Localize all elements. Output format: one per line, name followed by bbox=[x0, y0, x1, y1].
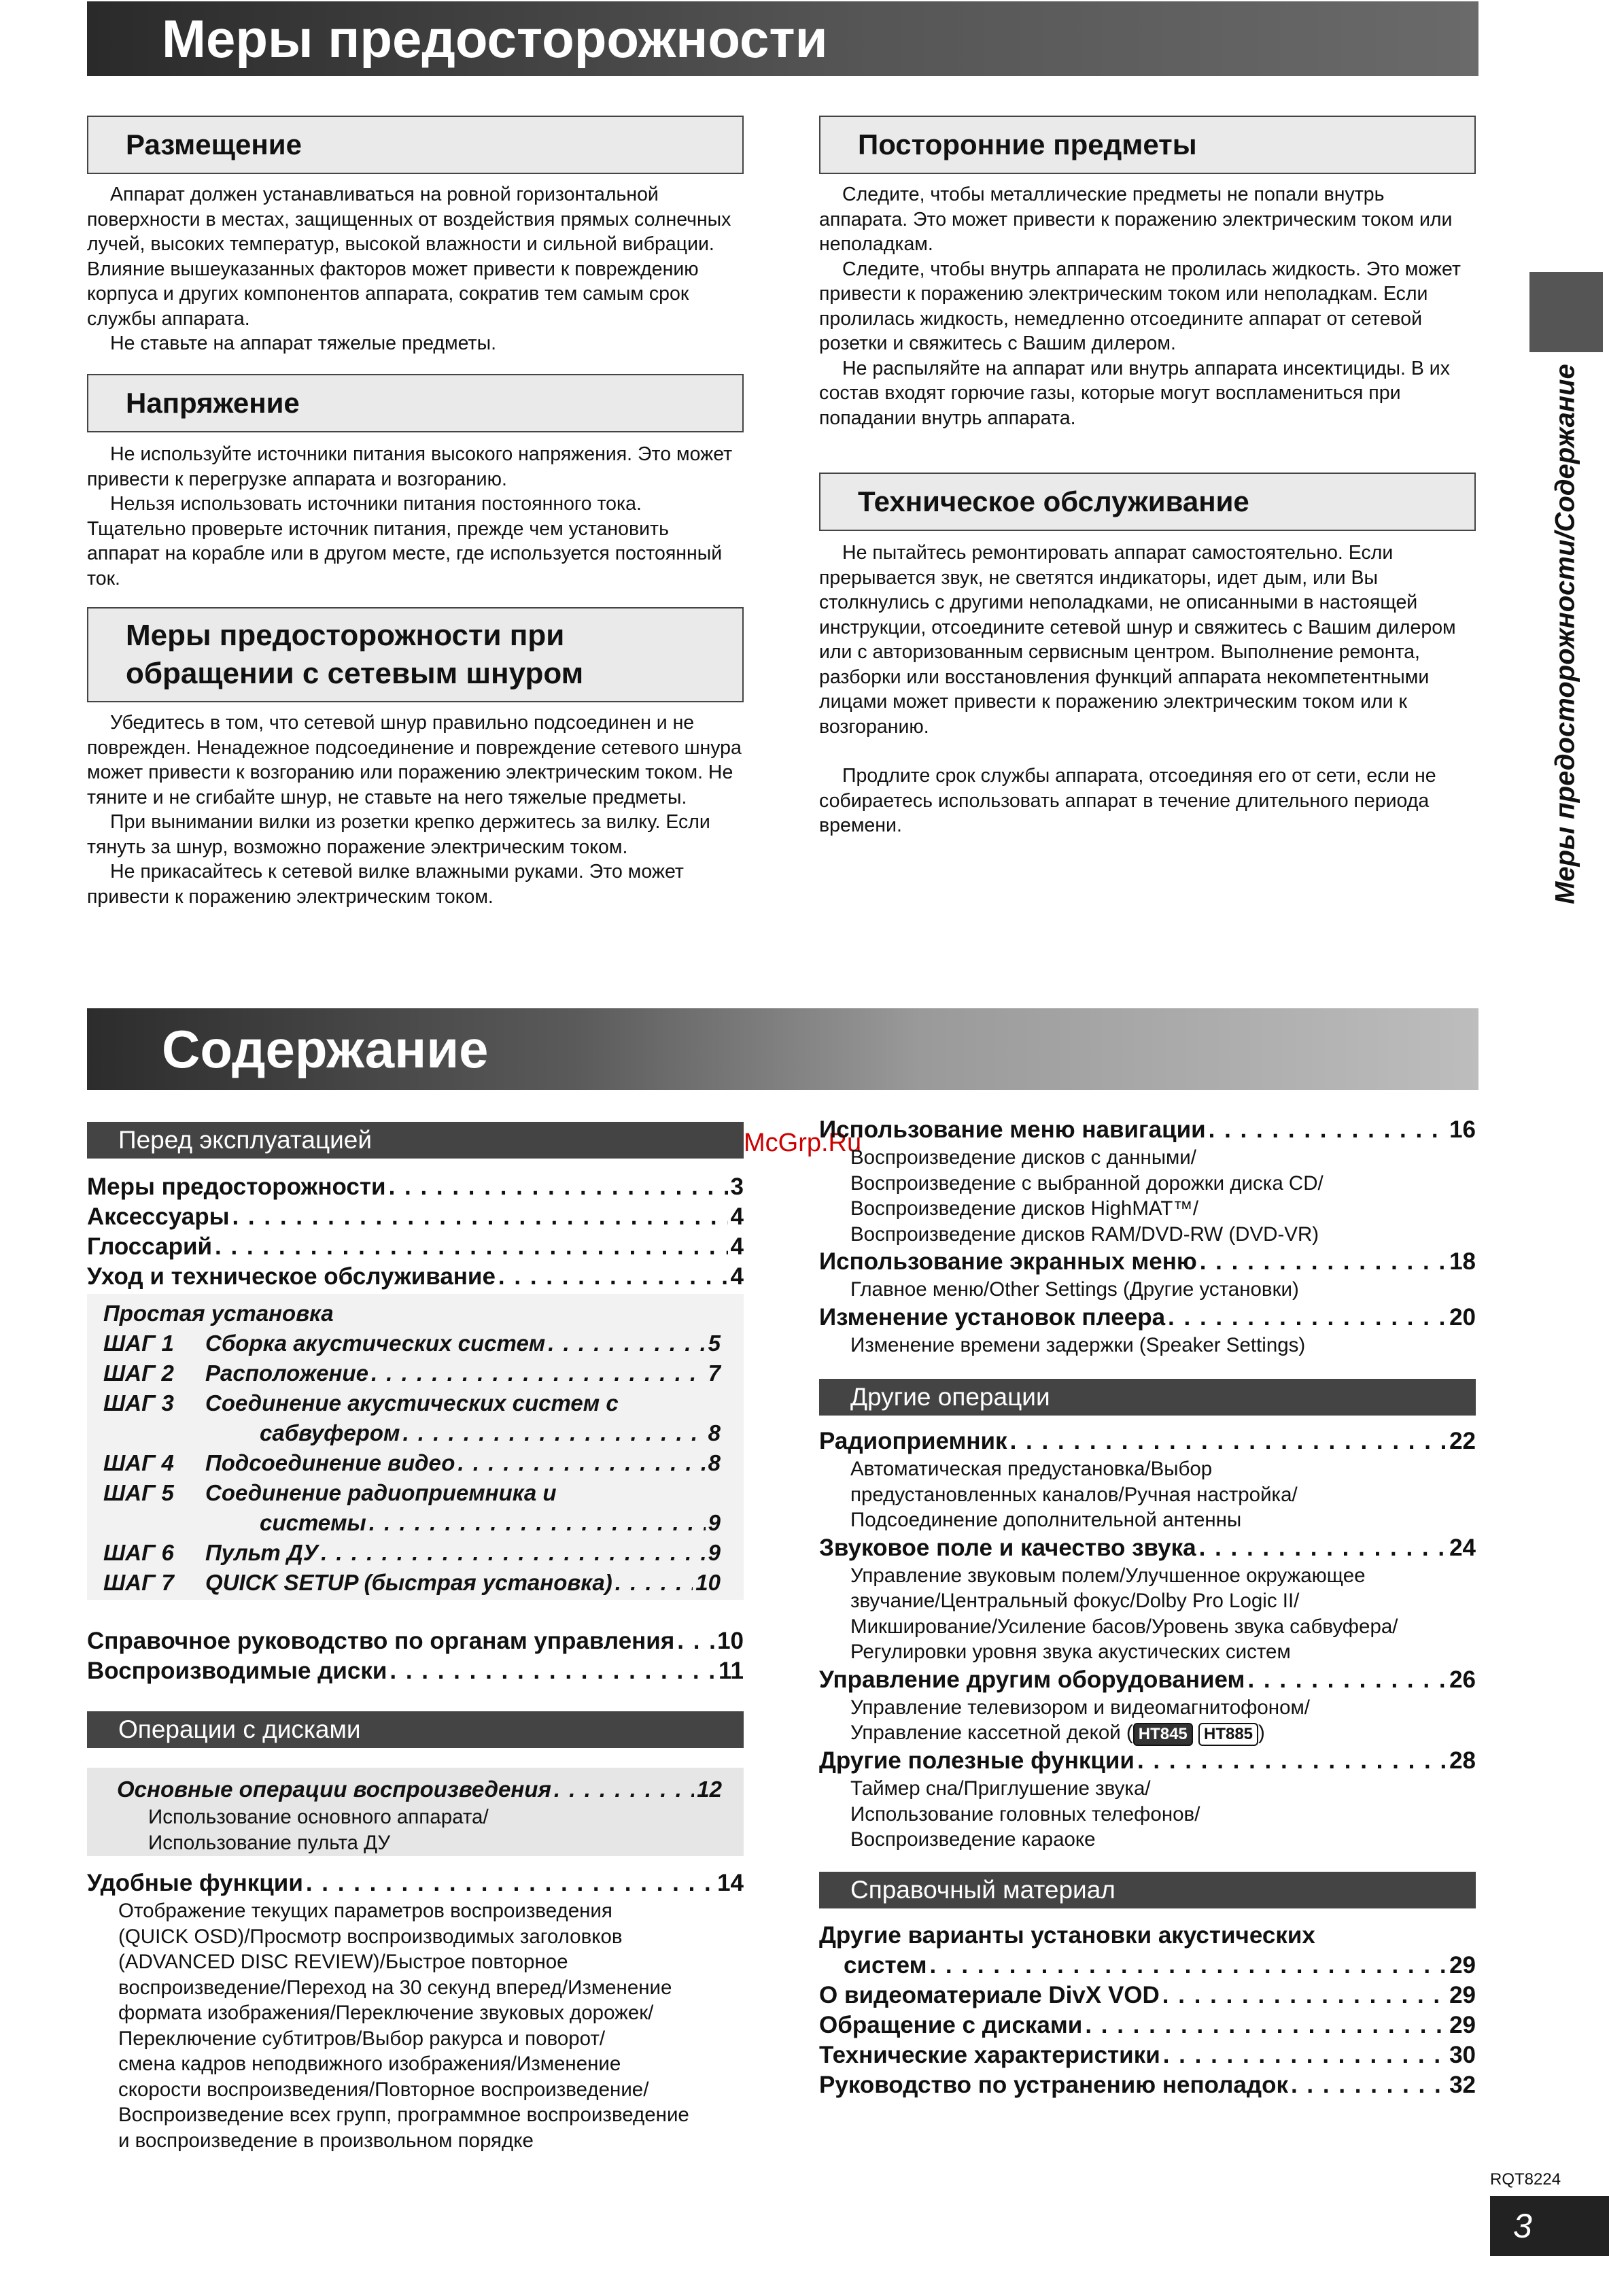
toc-subitem: Воспроизведение дисков с данными/ bbox=[850, 1146, 1196, 1169]
foreign-p1: Следите, чтобы металлические предметы не попали внутрь аппарата. Это может привести к поражению электрическим током или неполадкам. bbox=[819, 184, 1453, 255]
toc-subitem: Воспроизведение караоке bbox=[850, 1828, 1096, 1851]
toc-item-title: Технические характеристики bbox=[819, 2042, 1160, 2068]
page-title: Меры предосторожности bbox=[87, 1, 1478, 76]
toc-subitem: Изменение времени задержки (Speaker Settings) bbox=[850, 1333, 1306, 1356]
toc-item-page: 20 bbox=[1449, 1303, 1476, 1331]
toc-item[interactable] bbox=[819, 1981, 1476, 2010]
cord-heading-line1: Меры предосторожности при bbox=[126, 619, 565, 652]
toc-right-2 bbox=[819, 1426, 1476, 1853]
toc-before-2 bbox=[87, 1626, 744, 1686]
service-text bbox=[819, 541, 1476, 838]
toc-item[interactable] bbox=[819, 2070, 1476, 2100]
toc-right-1 bbox=[819, 1115, 1476, 1358]
placement-p1: Аппарат должен устанавливаться на ровной горизонтальной поверхности в местах, защищенных от воздействия прямых солнечных лучей, высоких температур, высокой влажности и сильной вибрации. Влияние вышеуказанных факторов может привести к повреждению корпуса и других компонентов аппарата, сократив тем самым срок службы аппарата. bbox=[87, 184, 731, 330]
service-p2: Продлите срок службы аппарата, отсоединяя его от сети, если не собираетесь использовать аппарат в течение длительного периода времени. bbox=[819, 765, 1436, 836]
toc-item[interactable] bbox=[819, 1665, 1476, 1695]
reference-heading: Справочный материал bbox=[819, 1872, 1476, 1908]
toc-item-page: 16 bbox=[1449, 1116, 1476, 1143]
toc-item-page: 18 bbox=[1449, 1248, 1476, 1275]
toc-item-page: 26 bbox=[1449, 1666, 1476, 1693]
watermark: McGrp.Ru bbox=[744, 1129, 862, 1157]
toc-item[interactable] bbox=[87, 1262, 744, 1292]
cord-heading-line2: обращении с сетевым шнуром bbox=[126, 657, 584, 690]
contents-title: Содержание bbox=[87, 1008, 1478, 1090]
step-label: ШАГ 7 bbox=[103, 1570, 174, 1595]
step-page: 9 bbox=[708, 1510, 721, 1535]
page-number: 3 bbox=[1513, 2207, 1532, 2245]
toc-item-title: Другие варианты установки акустических bbox=[819, 1922, 1315, 1949]
step-label: ШАГ 5 bbox=[103, 1480, 174, 1505]
toc-item-page: 4 bbox=[730, 1233, 744, 1260]
toc-subitem: Автоматическая предустановка/Выбор bbox=[850, 1458, 1213, 1480]
toc-item-title: Воспроизводимые диски bbox=[87, 1658, 387, 1684]
toc-subitem: Микширование/Усиление басов/Уровень звука сабвуфера/ bbox=[850, 1615, 1398, 1638]
toc-item-page: 12 bbox=[697, 1777, 722, 1802]
step-label: ШАГ 6 bbox=[103, 1540, 174, 1565]
service-heading bbox=[819, 473, 1476, 531]
toc-item-page: 4 bbox=[730, 1263, 744, 1290]
step-title: Соединение акустических систем с bbox=[205, 1390, 619, 1416]
cord-p1: Убедитесь в том, что сетевой шнур правильно подсоединен и не поврежден. Ненадежное подсоединение и повреждение сетевого шнура может привести к возгоранию или поражению электрическим током. Не тяните и не сгибайте шнур, не ставьте на него тяжелые предметы. bbox=[87, 712, 742, 808]
toc-subitem: Подсоединение дополнительной антенны bbox=[850, 1509, 1242, 1531]
step-label: ШАГ 1 bbox=[103, 1331, 174, 1356]
toc-subitem bbox=[819, 1720, 1476, 1746]
toc-subitem: Использование головных телефонов/ bbox=[850, 1802, 1200, 1826]
step-page: 8 bbox=[708, 1420, 721, 1445]
toc-subitem: Воспроизведение всех групп, программное воспроизведение bbox=[118, 2104, 689, 2126]
document-code: RQT8224 bbox=[1490, 2170, 1561, 2189]
cord-p2: При вынимании вилки из розетки крепко держитесь за вилку. Если тянуть за шнур, возможно поражение электрическим током. bbox=[87, 811, 710, 858]
toc-item-line1[interactable] bbox=[819, 1921, 1476, 1951]
toc-subitem: Воспроизведение с выбранной дорожки диска CD/ bbox=[850, 1171, 1323, 1195]
toc-subitem: Воспроизведение дисков HighMAT™/ bbox=[850, 1197, 1199, 1220]
toc-item-title: Звуковое поле и качество звука bbox=[819, 1534, 1196, 1561]
placement-heading-text: Размещение bbox=[126, 128, 302, 160]
step-title: Пульт ДУ bbox=[205, 1540, 319, 1565]
toc-item[interactable] bbox=[87, 1172, 744, 1202]
toc-item-page: 32 bbox=[1449, 2072, 1476, 2098]
placement-heading bbox=[87, 116, 744, 174]
toc-item[interactable] bbox=[87, 1202, 744, 1232]
toc-item-line2[interactable] bbox=[819, 1951, 1476, 1981]
toc-subitem: Управление телевизором и видеомагнитофоном/ bbox=[850, 1696, 1310, 1719]
toc-item[interactable] bbox=[819, 1746, 1476, 1776]
placement-text bbox=[87, 182, 744, 356]
toc-item-title: Аксессуары bbox=[87, 1203, 230, 1230]
voltage-p2: Нельзя использовать источники питания постоянного тока. Тщательно проверьте источник питания, прежде чем установить аппарат на корабле или в другом месте, где используется постоянный ток. bbox=[87, 493, 723, 589]
toc-subitem: воспроизведение/Переход на 30 секунд вперед/Изменение bbox=[118, 1976, 672, 1999]
toc-item-page: 14 bbox=[717, 1870, 744, 1896]
toc-item-title: Обращение с дисками bbox=[819, 2012, 1083, 2038]
step-item[interactable] bbox=[103, 1329, 721, 1358]
toc-subitem: и воспроизведение в произвольном порядке bbox=[118, 2129, 534, 2152]
toc-subitem-text: Управление кассетной декой ( bbox=[850, 1721, 1133, 1744]
voltage-heading-text: Напряжение bbox=[126, 387, 300, 419]
step-title: системы bbox=[260, 1510, 366, 1535]
foreign-text bbox=[819, 182, 1476, 430]
toc-subitem: Отображение текущих параметров воспроизведения bbox=[118, 1900, 612, 1922]
toc-subitem: Использование пульта ДУ bbox=[148, 1831, 391, 1854]
simple-setup-title: Простая установка bbox=[103, 1301, 334, 1326]
toc-subitem: Регулировки уровня звука акустических систем bbox=[850, 1641, 1291, 1663]
toc-subitem: Таймер сна/Приглушение звука/ bbox=[850, 1777, 1151, 1800]
toc-item[interactable] bbox=[819, 2040, 1476, 2070]
step-item[interactable] bbox=[103, 1358, 721, 1388]
toc-item-title: Удобные функции bbox=[87, 1870, 303, 1896]
toc-item-title: систем bbox=[844, 1952, 927, 1978]
toc-item-page: 29 bbox=[1449, 2012, 1476, 2038]
step-item-line1[interactable] bbox=[103, 1478, 721, 1508]
step-item[interactable] bbox=[103, 1568, 721, 1598]
toc-item[interactable] bbox=[117, 1775, 722, 1804]
page-number-box bbox=[1490, 2196, 1609, 2256]
cord-text bbox=[87, 710, 744, 909]
toc-item-title: Уход и техническое обслуживание bbox=[87, 1263, 496, 1290]
step-item-line2[interactable] bbox=[103, 1418, 721, 1448]
foreign-p2: Следите, чтобы внутрь аппарата не пролилась жидкость. Это может привести к поражению электрическим током или неполадкам. Если пролилась жидкость, немедленно отсоедините аппарат от сетевой розетки и свяжитесь с Вашим дилером. bbox=[819, 258, 1461, 354]
step-label: ШАГ 3 bbox=[103, 1390, 174, 1416]
toc-item-title: Руководство по устранению неполадок bbox=[819, 2072, 1288, 2098]
step-title: сабвуфером bbox=[260, 1420, 400, 1445]
step-item[interactable] bbox=[103, 1538, 721, 1568]
toc-subitem: звучание/Центральный фокус/Dolby Pro Logic II/ bbox=[850, 1590, 1300, 1612]
step-page: 10 bbox=[695, 1570, 721, 1595]
toc-item[interactable] bbox=[87, 1868, 744, 1898]
toc-item-title: Другие полезные функции bbox=[819, 1747, 1135, 1774]
basic-ops bbox=[117, 1775, 722, 1855]
toc-subitem: Воспроизведение дисков RAM/DVD-RW (DVD-VR) bbox=[850, 1222, 1319, 1246]
toc-item[interactable] bbox=[819, 2010, 1476, 2040]
step-title: Соединение радиоприемника и bbox=[205, 1480, 557, 1505]
toc-subitem: (ADVANCED DISC REVIEW)/Быстрое повторное bbox=[118, 1951, 568, 1973]
voltage-heading bbox=[87, 374, 744, 432]
simple-setup-list bbox=[103, 1299, 721, 1598]
before-heading: Перед эксплуатацией bbox=[87, 1122, 744, 1159]
toc-item-page: 29 bbox=[1449, 1952, 1476, 1978]
toc-convenient bbox=[87, 1868, 744, 2153]
toc-item[interactable] bbox=[819, 1533, 1476, 1563]
step-title: Подсоединение видео bbox=[205, 1450, 455, 1475]
cord-p3: Не прикасайтесь к сетевой вилке влажными руками. Это может привести к поражению электрическим током. bbox=[87, 861, 684, 908]
toc-item-page: 11 bbox=[719, 1658, 744, 1684]
toc-item[interactable] bbox=[819, 1303, 1476, 1333]
step-title: Расположение bbox=[205, 1360, 368, 1386]
service-heading-text: Техническое обслуживание bbox=[858, 485, 1249, 517]
toc-item-title: Использование экранных меню bbox=[819, 1248, 1197, 1275]
step-title: QUICK SETUP (быстрая установка) bbox=[205, 1570, 612, 1595]
step-item-line1[interactable] bbox=[103, 1388, 721, 1418]
step-page: 9 bbox=[708, 1540, 721, 1565]
toc-item-title: Использование меню навигации bbox=[819, 1116, 1206, 1143]
toc-item-page: 4 bbox=[730, 1203, 744, 1230]
toc-subitem-text: ) bbox=[1258, 1721, 1265, 1744]
foreign-heading-text: Посторонние предметы bbox=[858, 128, 1197, 160]
toc-item-page: 24 bbox=[1449, 1534, 1476, 1561]
toc-item-page: 3 bbox=[730, 1173, 744, 1200]
disc-heading: Операции с дисками bbox=[87, 1711, 744, 1748]
toc-item-page: 10 bbox=[717, 1628, 744, 1654]
toc-subitem: формата изображения/Переключение звуковых дорожек/ bbox=[118, 2002, 654, 2024]
toc-item-page: 22 bbox=[1449, 1428, 1476, 1454]
toc-subitem: Использование основного аппарата/ bbox=[148, 1806, 489, 1828]
foreign-heading bbox=[819, 116, 1476, 174]
toc-item-page: 30 bbox=[1449, 2042, 1476, 2068]
toc-item[interactable] bbox=[87, 1656, 744, 1686]
step-label: ШАГ 4 bbox=[103, 1450, 174, 1475]
step-title: Сборка акустических систем bbox=[205, 1331, 546, 1356]
step-label: ШАГ 2 bbox=[103, 1360, 174, 1386]
voltage-p1: Не используйте источники питания высокого напряжения. Это может привести к перегрузке аппарата и возгоранию. bbox=[87, 443, 733, 490]
toc-item-title: Управление другим оборудованием bbox=[819, 1666, 1245, 1693]
toc-item-title: Изменение установок плеера bbox=[819, 1303, 1166, 1331]
toc-subitem: Управление звуковым полем/Улучшенное окружающее bbox=[850, 1564, 1366, 1587]
toc-subitem: скорости воспроизведения/Повторное воспроизведение/ bbox=[118, 2078, 649, 2101]
toc-item[interactable] bbox=[87, 1626, 744, 1656]
toc-subitem: Переключение субтитров/Выбор ракурса и поворот/ bbox=[118, 2027, 606, 2050]
toc-right-3 bbox=[819, 1921, 1476, 2100]
toc-item-title: Глоссарий bbox=[87, 1233, 213, 1260]
foreign-p3: Не распыляйте на аппарат или внутрь аппарата инсектициды. В их состав входят горючие газы, которые могут воспламениться при попадании внутрь аппарата. bbox=[819, 357, 1450, 429]
toc-item-title: Радиоприемник bbox=[819, 1428, 1007, 1454]
model-badge-ht845: HT845 bbox=[1133, 1723, 1193, 1746]
side-tab-block bbox=[1529, 272, 1603, 352]
step-page: 5 bbox=[708, 1331, 721, 1356]
step-page: 8 bbox=[708, 1450, 721, 1475]
toc-subitem: смена кадров неподвижного изображения/Изменение bbox=[118, 2053, 621, 2075]
toc-subitem: предустановленных каналов/Ручная настройка/ bbox=[850, 1483, 1298, 1506]
service-p1: Не пытайтесь ремонтировать аппарат самостоятельно. Если прерывается звук, не светятся индикаторы, идет дым, или Вы столкнулись с другими неполадками, не описанными в настоящей инструкции, отсоедините сетевой шнур и свяжитесь с Вашим дилером или с авторизованным сервисным центром. Выполнение ремонта, разборки или восстановления функций аппарата некомпетентными лицами может привести к поражению электрическим током или к возгоранию. bbox=[819, 542, 1456, 738]
toc-item[interactable] bbox=[819, 1115, 1476, 1145]
toc-before bbox=[87, 1172, 744, 1292]
side-tab-text: Меры предосторожности/Содержание bbox=[1550, 364, 1580, 904]
cord-heading bbox=[87, 607, 744, 702]
other-ops-heading: Другие операции bbox=[819, 1379, 1476, 1416]
step-page: 7 bbox=[708, 1360, 721, 1386]
toc-subitem: Главное меню/Other Settings (Другие установки) bbox=[850, 1278, 1299, 1301]
toc-item-page: 29 bbox=[1449, 1982, 1476, 2008]
step-item-line2[interactable] bbox=[103, 1508, 721, 1538]
toc-item-page: 28 bbox=[1449, 1747, 1476, 1774]
toc-item-title: Меры предосторожности bbox=[87, 1173, 386, 1200]
voltage-text bbox=[87, 442, 744, 591]
toc-item[interactable] bbox=[87, 1232, 744, 1262]
toc-subitem: (QUICK OSD)/Просмотр воспроизводимых заголовков bbox=[118, 1925, 623, 1948]
toc-item-title: Основные операции воспроизведения bbox=[117, 1777, 551, 1802]
step-item[interactable] bbox=[103, 1448, 721, 1478]
toc-item[interactable] bbox=[819, 1247, 1476, 1277]
model-badge-ht885: HT885 bbox=[1198, 1723, 1258, 1746]
toc-item-title: О видеоматериале DivX VOD bbox=[819, 1982, 1160, 2008]
toc-item-title: Справочное руководство по органам управления bbox=[87, 1628, 675, 1654]
placement-p2: Не ставьте на аппарат тяжелые предметы. bbox=[110, 332, 496, 354]
toc-item[interactable] bbox=[819, 1426, 1476, 1456]
